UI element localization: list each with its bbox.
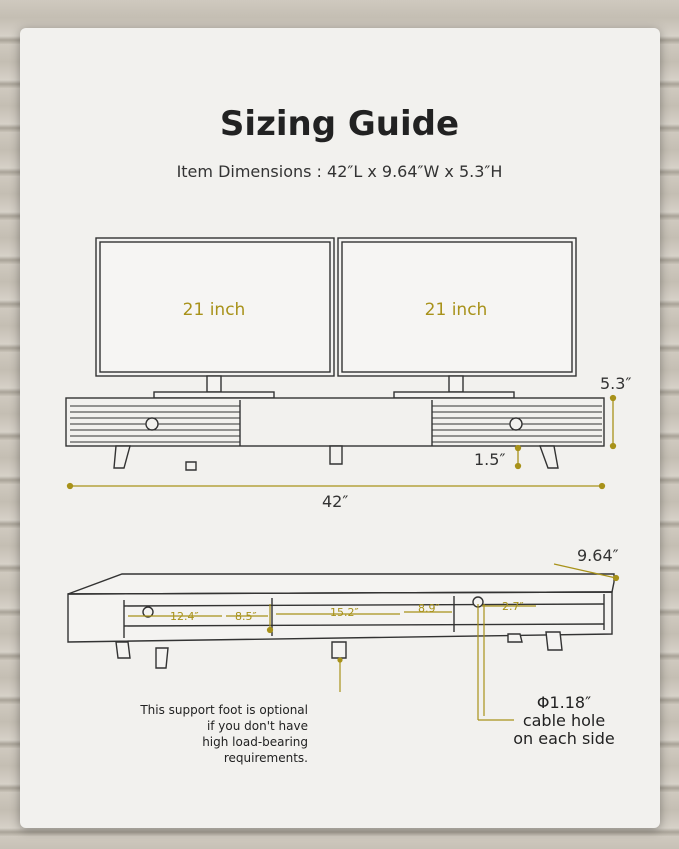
stand-perspective [68,574,614,668]
item-dimensions: Item Dimensions : 42″L x 9.64″W x 5.3″H [176,162,503,181]
pfoot-4 [508,634,522,642]
support-foot-callout [338,658,342,692]
monitor-right-neck [449,376,463,392]
cable-hole-text: cable hole [522,711,606,730]
length-label: 42″ [322,492,349,511]
compartment-label-4: 8.9″ [418,602,440,615]
monitor-left-neck [207,376,221,392]
compartment-label-1: 12.4″ [170,610,199,623]
depth-label: 9.64″ [577,546,619,565]
cable-hole-side: on each side [513,729,615,748]
cable-hole-note [508,694,620,748]
page-title: Sizing Guide [219,104,460,144]
foot-height-label: 1.5″ [474,450,506,469]
support-foot-note-line-2: if you don't have [206,719,308,733]
support-foot-note [118,702,308,766]
monitor-left-base [154,392,274,398]
cable-hole-right [510,418,522,430]
foot-front-middle [330,446,342,464]
height-dimension [611,396,616,449]
cable-hole-left [146,418,158,430]
cable-hole-diameter: Φ1.18″ [536,693,592,712]
pfoot-5 [546,632,562,650]
foot-front-right [540,446,558,468]
right-screen-size: 21 inch [424,300,488,320]
support-foot-note-line-1: This support foot is optional [140,703,308,717]
pfoot-2 [156,648,168,668]
length-dimension [68,484,605,489]
foot-front-left [114,446,130,468]
support-foot-note-line-3: high load-bearing requirements. [202,735,308,765]
stand-front [66,398,604,470]
stand-top [68,574,614,594]
foot-height-dimension [516,446,521,469]
monitor-right-base [394,392,514,398]
pfoot-3 [332,642,346,658]
pfoot-1 [116,642,130,658]
left-screen-size: 21 inch [182,300,246,320]
compartment-label-2: 8.5″ [235,610,257,623]
compartment-label-3: 15.2″ [330,606,359,619]
foot-rear [186,462,196,470]
height-label: 5.3″ [600,374,632,393]
compartment-label-5: 2.7″ [502,600,524,613]
